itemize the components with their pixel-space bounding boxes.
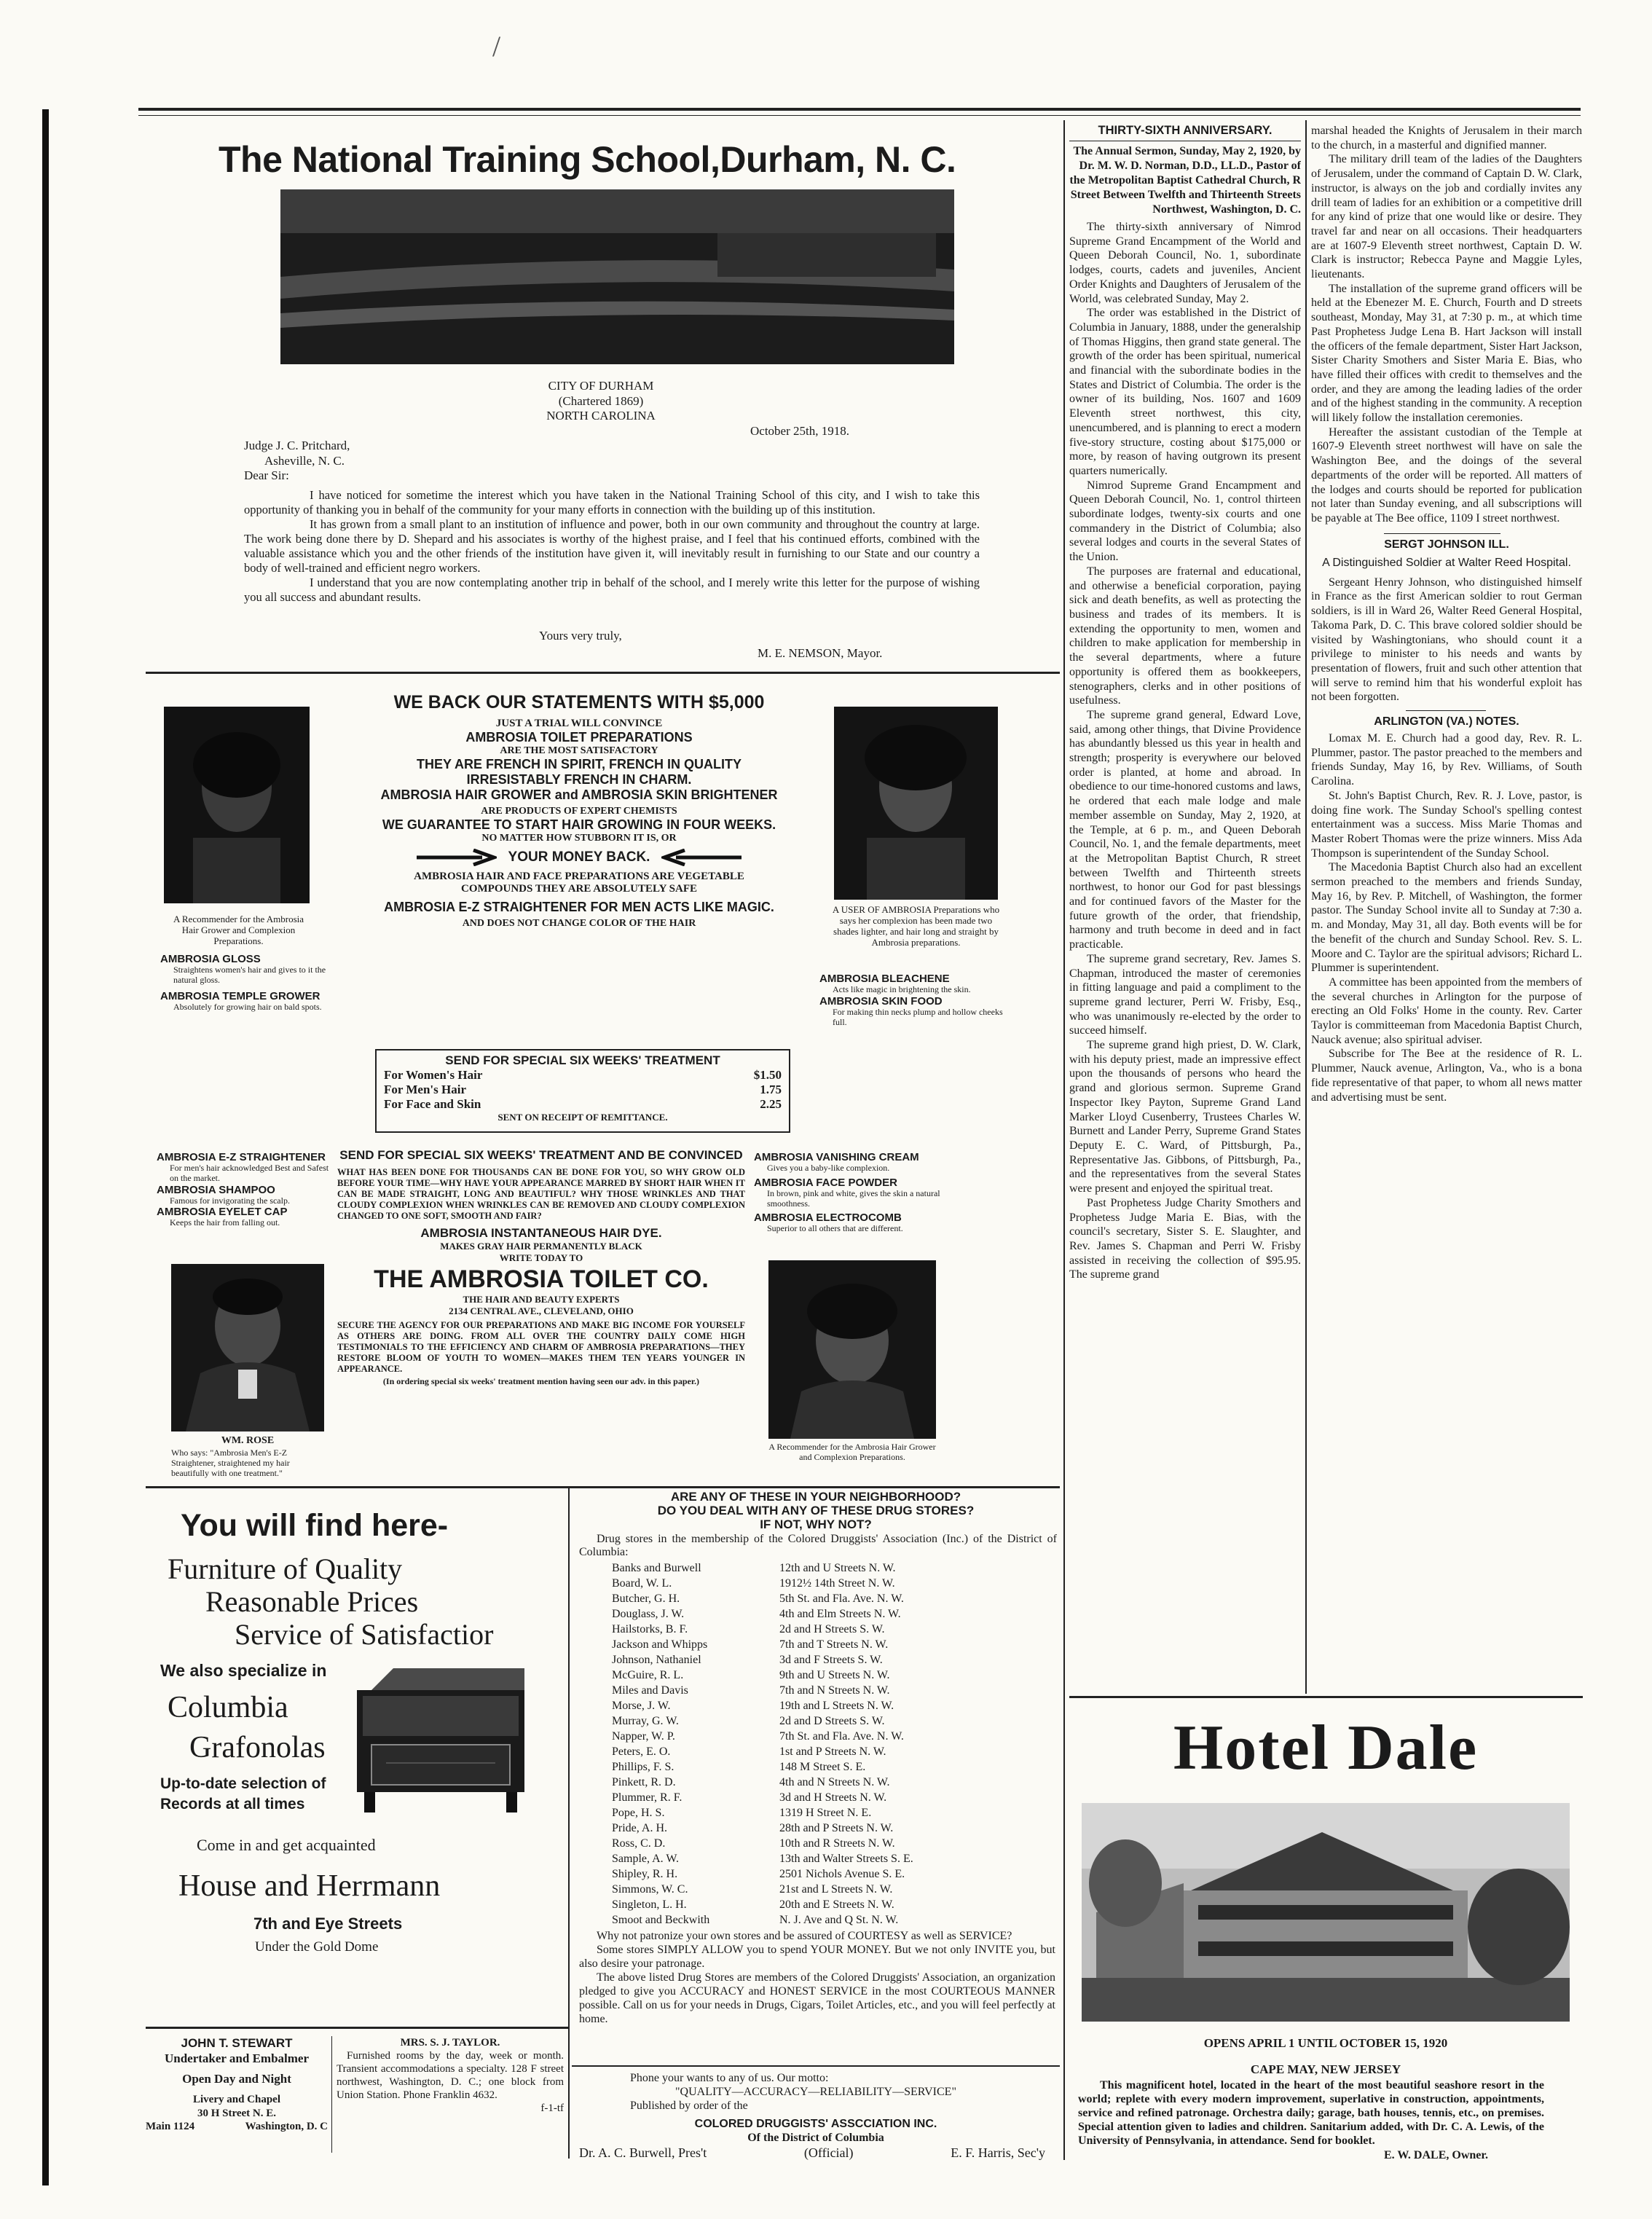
drug-store-name: Douglass, J. W. xyxy=(612,1608,685,1620)
drug-store-row xyxy=(612,1836,1020,1851)
ambrosia-headline: WE BACK OUR STATEMENTS WITH $5,000 xyxy=(393,692,765,712)
taylor-body: Furnished rooms by the day, week or month. Transient accommodations a specialty. 128 F street northwest, Washington, D. C.; one block from Union Station. Phone Franklin 4632. xyxy=(337,2050,564,2101)
drug-store-name: Johnson, Nathaniel xyxy=(612,1654,701,1666)
drug-store-row xyxy=(612,1652,1020,1668)
drug-store-name: Banks and Burwell xyxy=(612,1562,701,1574)
drug-store-row xyxy=(612,1866,1020,1882)
johnson-headline: SERGT JOHNSON ILL. xyxy=(1384,538,1509,551)
drug-store-name: Morse, J. W. xyxy=(612,1700,671,1712)
letterhead-charter: (Chartered 1869) xyxy=(558,393,644,408)
ambrosia-bottom-rule xyxy=(146,1486,1060,1488)
ambrosia-company: THE AMBROSIA TOILET CO. xyxy=(374,1265,709,1293)
product-name: AMBROSIA E-Z STRAIGHTENER xyxy=(157,1151,326,1163)
taylor-ad xyxy=(337,2036,564,2153)
letter-addressee-2: Asheville, N. C. xyxy=(264,453,345,468)
arlington-paragraph: St. John's Baptist Church, Rev. R. J. Love, pastor, is doing fine work. The Sunday School's spelling contest entertainment was a success. Miss Marie Thomas and Master Robert Thomas were the prize winners. Miss Ada Thompson is superintendent of the Sunday School. xyxy=(1311,789,1582,860)
drug-secretary: E. F. Harris, Sec'y xyxy=(951,2145,1045,2160)
arlington-paragraph: A committee has been appointed from the members of the several churches in Arlington for the purpose of erecting an Old Folks' Home in the county. Rev. Carter Taylor is committeeman from Macedonia Baptist Church, Nauck avenue; also spiritual adviser. xyxy=(1311,975,1582,1046)
drug-store-row xyxy=(612,1622,1020,1637)
training-school-headline: The National Training School,Durham, N. C. xyxy=(219,139,956,180)
letter-paragraph-1: I have noticed for sometime the interest which you have taken in the National Training School of this city, and I wish to take this opportunity of thanking you in behalf of the community for your many efforts in connection with the building up of this institution. xyxy=(244,488,980,517)
treatment-price: 1.75 xyxy=(760,1083,782,1096)
furniture-line-4: Service of Satisfactior xyxy=(235,1618,494,1651)
furniture-line-5: We also specialize in xyxy=(160,1661,327,1680)
drug-title-1: ARE ANY OF THESE IN YOUR NEIGHBORHOOD? xyxy=(670,1490,961,1504)
product-desc: Keeps the hair from falling out. xyxy=(170,1217,280,1228)
treatment-box-footer: SENT ON RECEIPT OF REMITTANCE. xyxy=(497,1112,668,1123)
drug-store-address: 2d and D Streets S. W. xyxy=(779,1715,885,1727)
training-school-section xyxy=(146,124,1056,667)
furniture-store-name: House and Herrmann xyxy=(178,1869,441,1903)
product-name: AMBROSIA SHAMPOO xyxy=(157,1183,275,1196)
anniversary-continued-paragraph: Hereafter the assistant custodian of the Temple at 1607-9 Eleventh street northwest will have on sale the Washington Bee, and the doings of the several departments of the order will be reported. All matters of the lodges and courts should be reported for publication not later than Sunday evening, and all subscriptions will be payable at The Bee office, 1109 I street northwest. xyxy=(1311,425,1582,525)
drug-store-name: Hailstorks, B. F. xyxy=(612,1623,688,1635)
left-margin-bar xyxy=(42,109,49,2185)
anniversary-paragraph: Past Prophetess Judge Charity Smothers and Prophetess Judge Maria E. Bias, with the council's secretary, Sister S. E. Slaughter, and Rev. James S. Chapman and Perri W. Frisby assisted in receiving the collection of $95.95. The supreme grand xyxy=(1069,1196,1301,1281)
drug-store-row xyxy=(612,1912,1020,1928)
drug-store-name: Simmons, W. C. xyxy=(612,1883,688,1896)
drug-store-address: 5th St. and Fla. Ave. N. W. xyxy=(779,1592,904,1605)
furniture-line-6: Columbia xyxy=(168,1691,288,1724)
johnson-rule xyxy=(1384,533,1500,534)
training-school-bottom-rule xyxy=(146,672,1060,674)
drug-store-row xyxy=(612,1759,1020,1775)
drug-store-row xyxy=(612,1606,1020,1622)
drug-store-list xyxy=(612,1560,1020,1928)
anniversary-paragraph: The purposes are fraternal and educational, and otherwise a beneficial corporation, paying sick and death benefits, as well as protecting the business and trades of its members. It is extending the opportunity to men, women and children to make application for membership in the several departments, where a future opportunity is offered them as bookkeepers, stenographers, clerks and in other positions of usefulness. xyxy=(1069,565,1301,707)
ambrosia-line: AMBROSIA HAIR AND FACE PREPARATIONS ARE VEGETABLE COMPOUNDS THEY ARE ABSOLUTELY SAFE xyxy=(414,871,744,895)
drug-store-row xyxy=(612,1713,1020,1729)
drug-store-row xyxy=(612,1882,1020,1897)
hotel-opens: OPENS APRIL 1 UNTIL OCTOBER 15, 1920 xyxy=(1203,2036,1448,2050)
hotel-owner: E. W. DALE, Owner. xyxy=(1384,2149,1488,2160)
drug-paragraph-1: Why not patronize your own stores and be assured of COURTESY as well as SERVICE? xyxy=(597,1930,1012,1942)
drug-store-address: 28th and P Streets N. W. xyxy=(779,1822,894,1834)
drug-president: Dr. A. C. Burwell, Pres't xyxy=(579,2145,707,2160)
drug-motto: "QUALITY—ACCURACY—RELIABILITY—SERVICE" xyxy=(675,2086,956,2098)
drug-assoc-2: Of the District of Columbia xyxy=(747,2132,884,2144)
drug-assoc-1: COLORED DRUGGISTS' ASSCCIATION INC. xyxy=(694,2118,937,2130)
ambrosia-agency: SECURE THE AGENCY FOR OUR PREPARATIONS AND MAKE BIG INCOME FOR YOURSELF AS OTHERS ARE DOING. FROM ALL OVER THE COUNTRY DAILY COME HIGH TESTIMONIALS TO THE EFFICIENCY AND CHARM OF AMBROSIA PREPARATIONS—THEY RESTORE BLOOM OF YOUTH TO WOMEN—MAKES THEM TEN YEARS YOUNGER IN APPEARANCE. xyxy=(337,1320,745,1374)
taylor-name: MRS. S. J. TAYLOR. xyxy=(400,2037,500,2049)
product-name: AMBROSIA TEMPLE GROWER xyxy=(160,989,320,1002)
furniture-line-9: Come in and get acquainted xyxy=(197,1836,376,1854)
drug-paragraph-3: The above listed Drug Stores are members of the Colored Druggists' Association, an organization pledged to give you ACCURACY and HONEST SERVICE in the most COURTEOUS MANNER possible. Call on us for your needs in Drugs, Cigars, Toilet Articles, etc., and you will feel perfectly at home. xyxy=(579,1971,1055,2025)
ambrosia-line: AND DOES NOT CHANGE COLOR OF THE HAIR xyxy=(462,918,696,929)
drug-store-address: 3d and F Streets S. W. xyxy=(779,1654,883,1666)
drug-store-row xyxy=(612,1576,1020,1591)
drug-store-address: 12th and U Streets N. W. xyxy=(779,1562,896,1574)
drug-store-name: McGuire, R. L. xyxy=(612,1669,684,1681)
letter-paragraph-3: I understand that you are now contemplating another trip in behalf of the school, and I merely write this letter for the purpose of wishing you all success and abundant results. xyxy=(244,576,980,604)
johnson-deck: A Distinguished Soldier at Walter Reed Hospital. xyxy=(1322,556,1571,569)
drug-store-address: 1319 H Street N. E. xyxy=(779,1807,872,1819)
ambrosia-line: AMBROSIA E-Z STRAIGHTENER FOR MEN ACTS LIKE MAGIC. xyxy=(384,900,774,914)
letter-signature: M. E. NEMSON, Mayor. xyxy=(758,646,883,660)
drug-store-address: 4th and Elm Streets N. W. xyxy=(779,1608,901,1620)
product-desc: For men's hair acknowledged Best and Safest on the market. xyxy=(170,1163,329,1183)
ambrosia-line: AMBROSIA TOILET PREPARATIONS xyxy=(465,730,693,745)
drug-store-row xyxy=(612,1683,1020,1698)
drug-store-row xyxy=(612,1790,1020,1805)
drug-published: Published by order of the xyxy=(630,2100,748,2112)
furniture-line-1: You will find here- xyxy=(181,1508,449,1543)
ambrosia-right-photo xyxy=(834,707,998,900)
drug-store-address: 7th St. and Fla. Ave. N. W. xyxy=(779,1730,904,1743)
treatment-box xyxy=(375,1049,790,1133)
treatment-price: $1.50 xyxy=(753,1068,782,1082)
product-name: AMBROSIA VANISHING CREAM xyxy=(754,1151,919,1163)
ambrosia-mid-body: WHAT HAS BEEN DONE FOR THOUSANDS CAN BE DONE FOR YOU, SO WHY GROW OLD BEFORE YOUR TIME—WHY HAVE YOUR APPEARANCE MARRED BY SHORT HAIR WHEN IT CAN BE MADE STRAIGHT, LONG AND BEAUTIFUL? WHY THOSE WRINKLES AND THAT CLOUDY COMPLEXION WHEN WRINKLES CAN BE REMOVED AND CLOUDY COMPLEXION CHANGED TO ONE SOFT, SMOOTH AND FAIR? xyxy=(337,1167,745,1221)
treatment-label: For Men's Hair xyxy=(384,1083,466,1096)
hotel-location: CAPE MAY, NEW JERSEY xyxy=(1250,2062,1401,2076)
product-name: AMBROSIA SKIN FOOD xyxy=(819,994,943,1008)
hotel-body: This magnificent hotel, located in the heart of the most beautiful seashore resort in the world; replete with every modern improvement, superlative in construction, appointments, service and refined patronage. Orchestra daily; garage, bath houses, tennis, etc., on premises. Special attention given to ladies and children. Sanitarium added, with Dr. C. A. Lewis, of the University of Pennsylvania, in attendance. Send for booklet. xyxy=(1078,2079,1544,2147)
treatment-box-title: SEND FOR SPECIAL SIX WEEKS' TREATMENT xyxy=(445,1053,720,1067)
drug-intro: Drug stores in the membership of the Colored Druggists' Association (Inc.) of the District of Columbia: xyxy=(579,1533,1057,1558)
product-desc: Absolutely for growing hair on bald spots. xyxy=(173,1001,322,1012)
taylor-code: f-1-tf xyxy=(540,2102,564,2114)
drug-store-name: Pinkett, R. D. xyxy=(612,1776,676,1788)
treatment-label: For Women's Hair xyxy=(384,1068,483,1082)
drug-store-name: Butcher, G. H. xyxy=(612,1592,680,1605)
anniversary-paragraph: The supreme grand high priest, D. W. Clark, with his deputy priest, made an impressive effect upon the thousands of persons who heard the grand and glorious sermon. Supreme Grand Inspector Ikey Payton, Supreme Grand Land Marker Lloyd Cusenberry, Trustees Charles W. Burnett and Lander Perry, Supreme Grand States Deputy E. C. Ward, of Pittsburgh, Pa., Representative Jas. Gibbons, of Pittsburgh, Pa., and the representatives from the several States were present and enjoyed the spiritual treat. xyxy=(1069,1039,1301,1195)
furniture-ad xyxy=(146,1493,565,2033)
letter-addressee-1: Judge J. C. Pritchard, xyxy=(244,439,350,452)
drug-store-row xyxy=(612,1668,1020,1683)
anniversary-continued-paragraph: marshal headed the Knights of Jerusalem in their march to the church, in a masterful and dignified manner. xyxy=(1311,125,1582,152)
ambrosia-mid-title: SEND FOR SPECIAL SIX WEEKS' TREATMENT AND BE CONVINCED xyxy=(339,1148,743,1162)
ambrosia-ad xyxy=(149,678,1060,1482)
ambrosia-instant-dye-sub: MAKES GRAY HAIR PERMANENTLY BLACK xyxy=(440,1241,642,1252)
ambrosia-company-sub: THE HAIR AND BEAUTY EXPERTS xyxy=(463,1294,620,1305)
drug-store-address: 19th and L Streets N. W. xyxy=(779,1700,894,1712)
drug-store-address: 7th and T Streets N. W. xyxy=(779,1638,889,1651)
stewart-livery: Livery and Chapel xyxy=(192,2094,280,2106)
johnson-body: Sergeant Henry Johnson, who distinguished himself in France as the first American soldier to rout German soldiers, is ill in Ward 26, Walter Reed General Hospital, Takoma Park, D. C. This brave colored soldier should be visited by Washingtonians, who should count it a privilege to minister to his needs and wants by presentation of flowers, fruit and such other attention that will serve to remind him that his wonderful exploit has not been forgotten. xyxy=(1311,576,1582,704)
hotel-name: Hotel Dale xyxy=(1173,1713,1479,1783)
stewart-hours: Open Day and Night xyxy=(182,2072,291,2086)
drug-store-row xyxy=(612,1805,1020,1821)
stewart-divider xyxy=(331,2036,332,2153)
drug-store-row xyxy=(612,1560,1020,1576)
drug-store-name: Shipley, R. H. xyxy=(612,1868,678,1880)
ambrosia-woman-photo xyxy=(768,1260,936,1439)
anniversary-paragraph: The supreme grand secretary, Rev. James S. Chapman, introduced the master of ceremonies in fitting language and paid a compliment to the supreme grand lecturer, Perri W. Frisby, Esq., who was unanimously re-elected by the order to succeed himself. xyxy=(1069,952,1301,1037)
drug-store-name: Pride, A. H. xyxy=(612,1822,667,1834)
letterhead-city: CITY OF DURHAM xyxy=(548,379,654,393)
drug-store-name: Board, W. L. xyxy=(612,1577,672,1590)
letter-paragraph-2: It has grown from a small plant to an institution of influence and power, both in our own community and throughout the country at large. The work being done there by D. Shepard and his associates is worthy of the highest praise, and I feel that his continued efforts, combined with the valuable assistance which you and the other friends of the institution have given it, will inevitably result in furnishing to our State and our country a body of well-trained and efficient negro workers. xyxy=(244,517,980,575)
product-desc: Famous for invigorating the scalp. xyxy=(170,1195,290,1206)
stewart-name: JOHN T. STEWART xyxy=(181,2036,293,2050)
hotel-dale-ad xyxy=(1071,1701,1581,2160)
drug-motto-intro: Phone your wants to any of us. Our motto: xyxy=(630,2072,829,2084)
product-desc: Gives you a baby-like complexion. xyxy=(767,1163,890,1173)
furniture-line-2: Furniture of Quality xyxy=(168,1552,403,1585)
drug-store-address: 10th and R Streets N. W. xyxy=(779,1837,895,1850)
wm-rose-name: WM. ROSE xyxy=(221,1435,275,1446)
arlington-paragraph: The Macedonia Baptist Church also had an excellent sermon preached to the members and friends Sunday, May 16, by Rev. P. Mitchell, of Washington, the former pastor. The Sunday School invite all to Sunday at 7:30 a. m. and Monday, May 31, all day. Both events will be for the benefit of the church and Sunday School. Rev. S. L. Moore and C. Taylor are the spiritual advisors; Richard L. Plummer is superintendent. xyxy=(1311,861,1582,975)
anniversary-paragraph: The order was established in the District of Columbia in January, 1888, under the generalship of Thomas Higgins, then grand state general. The growth of the order has been spiritual, numerical and financial with the subordinate bodies in the States and District of Columbia. The order is the owner of its building, Nos. 1607 and 1609 Eleventh street northwest, this city, unencumbered, and is planning to erect a modern five-story structure, costing about $175,000 or more, by reason of having outgrown its present quarters numerically. xyxy=(1069,307,1301,477)
product-name: AMBROSIA BLEACHENE xyxy=(819,973,950,985)
wm-rose-photo xyxy=(171,1264,324,1431)
ambrosia-instant-dye: AMBROSIA INSTANTANEOUS HAIR DYE. xyxy=(420,1226,662,1240)
drug-store-name: Peters, E. O. xyxy=(612,1745,671,1758)
drug-store-row xyxy=(612,1637,1020,1652)
stewart-city: Washington, D. C xyxy=(245,2120,328,2132)
drug-official: (Official) xyxy=(803,2145,854,2160)
drug-store-row xyxy=(612,1851,1020,1866)
drug-store-address: 7th and N Streets N. W. xyxy=(779,1684,890,1697)
drug-store-name: Ross, C. D. xyxy=(612,1837,666,1850)
ambrosia-agency-note: (In ordering special six weeks' treatment mention having seen our adv. in this paper.) xyxy=(382,1376,700,1386)
ambrosia-line: ARE THE MOST SATISFACTORY xyxy=(500,745,658,756)
arlington-body xyxy=(1311,731,1582,1104)
ambrosia-write-today: WRITE TODAY TO xyxy=(499,1252,583,1263)
furniture-address: 7th and Eye Streets xyxy=(253,1914,403,1933)
letter-closing: Yours very truly, xyxy=(539,629,622,643)
product-desc: Straightens women's hair and gives to it the natural gloss. xyxy=(173,965,326,985)
ambrosia-left-photo xyxy=(164,707,310,903)
drug-store-address: 20th and E Streets N. W. xyxy=(779,1898,894,1911)
ambrosia-woman-caption: A Recommender for the Ambrosia Hair Grower and Complexion Preparations. xyxy=(768,1442,936,1462)
right-column xyxy=(1311,124,1582,1697)
ambrosia-line: WE GUARANTEE TO START HAIR GROWING IN FOUR WEEKS. xyxy=(382,817,776,832)
anniversary-paragraph: Nimrod Supreme Grand Encampment and Queen Deborah Council, No. 1, control thirteen subordinate lodges, twenty-six courts and one commandery in the District of Columbia; also several lodges and courts in the several States of the Union. xyxy=(1069,479,1301,564)
col-divider-1 xyxy=(1063,120,1065,2160)
arlington-paragraph: Subscribe for The Bee at the residence of R. L. Plummer, Nauck avenue, Arlington, Va., who is a bona fide representative of that paper, to whom all news matter and advertising must be sent. xyxy=(1311,1048,1582,1104)
arlington-paragraph: Lomax M. E. Church had a good day, Rev. R. L. Plummer, pastor. The pastor preached to the members and friends Sunday, May 16, by Rev. Williams, of South Carolina. xyxy=(1311,732,1582,788)
drug-store-address: 9th and U Streets N. W. xyxy=(779,1669,890,1681)
anniversary-column xyxy=(1069,124,1301,1697)
drug-store-row xyxy=(612,1698,1020,1713)
product-desc: Superior to all others that are different. xyxy=(767,1223,903,1234)
anniversary-continued-paragraph: The installation of the supreme grand officers will be held at the Ebenezer M. E. Church, Fourth and D streets southeast, Monday, May 31, at 7:30 p. m., at which time Past Prophetess Judge Lena B. Hart Jackson will install the officers of the female department, Sister Hart Jackson, Sister Charity Smothers and Sister Maria E. Bias, who have filled their offices with credit to themselves and the order, and they are among the leading ladies of the order and of the highest standing in the community. A reception will likely follow the installation ceremonies. xyxy=(1311,282,1582,425)
drug-store-address: 2d and H Streets S. W. xyxy=(779,1623,885,1635)
hotel-photo xyxy=(1082,1803,1570,2022)
ambrosia-line: IRRESISTABLY FRENCH IN CHARM. xyxy=(466,772,692,787)
drug-store-row xyxy=(612,1591,1020,1606)
ambrosia-line: NO MATTER HOW STUBBORN IT IS, OR xyxy=(481,833,677,844)
letterhead-state: NORTH CAROLINA xyxy=(546,409,656,423)
drug-store-row xyxy=(612,1897,1020,1912)
ambrosia-line: ARE PRODUCTS OF EXPERT CHEMISTS xyxy=(481,806,677,817)
drug-store-name: Smoot and Beckwith xyxy=(612,1914,710,1926)
anniversary-paragraph: The thirty-sixth anniversary of Nimrod Supreme Grand Encampment of the World and Queen Deborah Council, No. 1, subordinate lodges, courts, cadets and juveniles, Ancient Order Knights and Daughters of Jerusalem of the World, was celebrated Sunday, May 2. xyxy=(1069,221,1301,305)
drug-store-name: Singleton, L. H. xyxy=(612,1898,687,1911)
stewart-street: 30 H Street N. E. xyxy=(197,2107,277,2119)
product-desc: Acts like magic in brightening the skin. xyxy=(833,984,971,994)
anniversary-deck: The Annual Sermon, Sunday, May 2, 1920, by Dr. M. W. D. Norman, D.D., LL.D., Pastor of the Metropolitan Baptist Cathedral Church, R Street Between Twelfth and Thirteenth Streets Northwest, Washington, D. C. xyxy=(1069,145,1301,216)
product-desc: In brown, pink and white, gives the skin a natural smoothness. xyxy=(767,1187,940,1209)
letter-salutation: Dear Sir: xyxy=(244,468,289,483)
ambrosia-right-caption: A USER OF AMBROSIA Preparations who says her complexion has been made two shades lighter, and hair long and straight by Ambrosia preparations. xyxy=(832,904,1000,948)
ambrosia-line: YOUR MONEY BACK. xyxy=(508,849,650,865)
furniture-line-3: Reasonable Prices xyxy=(205,1585,419,1618)
drug-store-name: Miles and Davis xyxy=(612,1684,688,1697)
drug-store-address: 148 M Street S. E. xyxy=(779,1761,866,1773)
lower-col-divider xyxy=(568,1488,570,2159)
product-name: AMBROSIA GLOSS xyxy=(160,953,261,965)
letter-date: October 25th, 1918. xyxy=(750,424,849,438)
drug-store-address: 4th and N Streets N. W. xyxy=(779,1776,890,1788)
anniversary-body xyxy=(1069,220,1301,1282)
product-name: AMBROSIA ELECTROCOMB xyxy=(754,1211,902,1225)
drug-store-name: Sample, A. W. xyxy=(612,1853,680,1865)
stewart-ad xyxy=(146,2036,328,2145)
drug-store-address: 3d and H Streets N. W. xyxy=(779,1791,887,1804)
product-name: AMBROSIA FACE POWDER xyxy=(754,1176,897,1189)
wm-rose-caption: Who says: "Ambrosia Men's E-Z Straightener, straightened my hair beautifully with one treatment." xyxy=(171,1448,290,1478)
drug-store-address: 2501 Nichols Avenue S. E. xyxy=(779,1868,905,1880)
drug-store-name: Pope, H. S. xyxy=(612,1807,665,1819)
arlington-headline: ARLINGTON (VA.) NOTES. xyxy=(1374,715,1519,728)
treatment-price: 2.25 xyxy=(760,1097,782,1111)
drug-divider xyxy=(572,2065,1060,2067)
ambrosia-line: JUST A TRIAL WILL CONVINCE xyxy=(495,718,663,729)
drug-store-name: Phillips, F. S. xyxy=(612,1761,674,1773)
arrow-right-icon xyxy=(417,849,497,866)
ambrosia-line: AMBROSIA HAIR GROWER and AMBROSIA SKIN BRIGHTENER xyxy=(380,788,778,802)
training-school-photo xyxy=(280,189,954,364)
drug-store-address: N. J. Ave and Q St. N. W. xyxy=(779,1914,899,1926)
top-rule xyxy=(138,108,1581,111)
drug-store-name: Plummer, R. F. xyxy=(612,1791,683,1804)
treatment-label: For Face and Skin xyxy=(384,1097,481,1111)
ambrosia-line: THEY ARE FRENCH IN SPIRIT, FRENCH IN QUALITY xyxy=(416,757,742,771)
furniture-tagline: Under the Gold Dome xyxy=(255,1939,379,1955)
furniture-bottom-rule xyxy=(146,2027,568,2029)
stewart-role: Undertaker and Embalmer xyxy=(164,2051,309,2065)
page-top-mark: / xyxy=(492,30,501,63)
arlington-rule xyxy=(1406,710,1486,711)
top-rule-thin xyxy=(138,115,1581,116)
drug-store-row xyxy=(612,1729,1020,1744)
ambrosia-left-caption: A Recommender for the Ambrosia Hair Grower and Complexion Preparations. xyxy=(173,914,304,946)
drug-title-2: DO YOU DEAL WITH ANY OF THESE DRUG STORES? xyxy=(657,1504,975,1517)
anniversary-paragraph: The supreme grand general, Edward Love, said, among other things, that Divine Providence has abundantly blessed us this year in health and strength; prosperity is everywhere our beloved order is planted, at home and abroad. In obedience to our time-honored customs and laws, he ordered that each male lodge and male member assemble on Sunday, May 2, 1920, at the Temple, at 6 p. m., and Queen Deborah Council, No. 1, and the female departments, meet at the Metropolitan Baptist Church, R street between Twelfth and Thirteenth streets northwest, to honor our God for past blessings and for continued favors of the Master for the future growth of the order, that friendship, harmony and truth become in deed and in fact practicable. xyxy=(1069,708,1301,951)
grafonola-icon xyxy=(342,1661,539,1814)
drug-store-address: 13th and Walter Streets S. E. xyxy=(779,1853,913,1865)
drug-title-3: IF NOT, WHY NOT? xyxy=(760,1517,872,1531)
drug-store-name: Jackson and Whipps xyxy=(612,1638,708,1651)
anniversary-continued-paragraph: The military drill team of the ladies of the Daughters of Jerusalem, under the command of Captain D. W. Clark, instructor, is always on the job and cordially invites any drill team of ladies for an exhibition or a competitive drill for any kind of prize that one would like or desire. They travel far and near on all occasions. Their headquarters are at 1607-9 Eleventh street northwest, Captain D. W. Clark is instructor; Rebecca Payne and Maggie Lyles, lieutenants. xyxy=(1311,153,1582,281)
col-divider-2 xyxy=(1305,120,1307,1694)
product-desc: For making thin necks plump and hollow cheeks full. xyxy=(833,1006,1003,1027)
arrow-left-icon xyxy=(661,849,742,866)
drug-paragraph-2: Some stores SIMPLY ALLOW you to spend YOUR MONEY. But we not only INVITE you, but also desire your patronage. xyxy=(579,1944,1055,1970)
product-name: AMBROSIA EYELET CAP xyxy=(157,1206,288,1219)
hotel-top-rule xyxy=(1069,1696,1583,1698)
drug-store-name: Napper, W. P. xyxy=(612,1730,675,1743)
drug-store-address: 1912½ 14th Street N. W. xyxy=(779,1577,895,1590)
anniversary-headline: THIRTY-SIXTH ANNIVERSARY. xyxy=(1098,124,1273,137)
stewart-phone: Main 1124 xyxy=(146,2120,195,2132)
right-column-body xyxy=(1311,124,1582,526)
drug-store-address: 21st and L Streets N. W. xyxy=(779,1883,893,1896)
drug-store-row xyxy=(612,1744,1020,1759)
furniture-line-7: Grafonolas xyxy=(189,1731,326,1764)
furniture-line-8: Up-to-date selection of Records at all times xyxy=(160,1775,326,1812)
drug-store-name: Murray, G. W. xyxy=(612,1715,679,1727)
drug-store-row xyxy=(612,1775,1020,1790)
ambrosia-company-address: 2134 CENTRAL AVE., CLEVELAND, OHIO xyxy=(449,1305,634,1316)
drug-stores-section xyxy=(572,1490,1060,2160)
drug-store-row xyxy=(612,1821,1020,1836)
drug-store-address: 1st and P Streets N. W. xyxy=(779,1745,886,1758)
